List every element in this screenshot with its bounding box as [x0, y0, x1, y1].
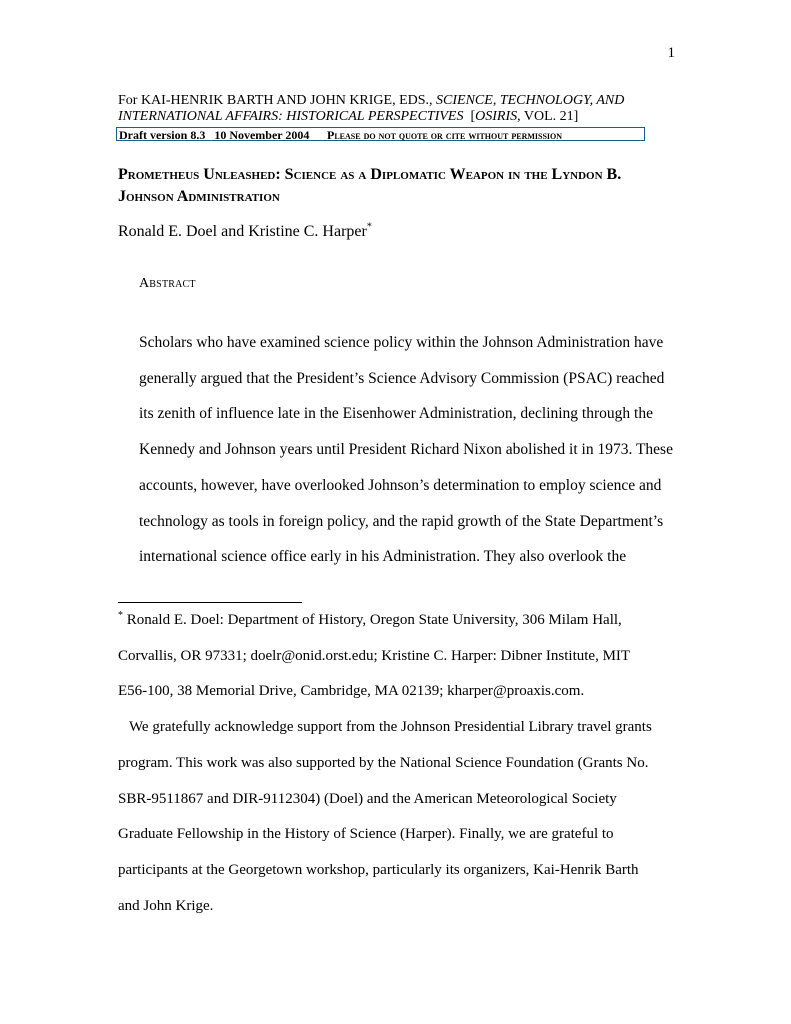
footnote-line: [118, 603, 688, 639]
journal-name: OSIRIS: [475, 109, 518, 124]
footnote-text: Ronald E. Doel: Department of History, Oregon State University, 306 Milam Hall,: [123, 612, 622, 628]
draft-version: Draft version 8.3 10 November 2004: [119, 128, 310, 142]
footnote-line: SBR-9511867 and DIR-9112304) (Doel) and the American Meteorological Society: [118, 790, 617, 807]
volume-header-line-2: [118, 109, 578, 125]
footnote-line: Corvallis, OR 97331; doelr@onid.orst.edu; Kristine C. Harper: Dibner Institute, MIT: [118, 647, 631, 664]
abstract-line: Scholars who have examined science policy within the Johnson Administration have: [139, 334, 664, 351]
volume-header-line-1: [118, 93, 624, 109]
abstract-body: [139, 325, 684, 575]
footnote-line: We gratefully acknowledge support from the Johnson Presidential Library travel grants: [118, 719, 652, 736]
draft-notice: Please do not quote or cite without permission: [327, 128, 563, 142]
article-title: Prometheus Unleashed: Science as a Diplomatic Weapon in the Lyndon B. Johnson Administration: [118, 166, 622, 205]
abstract-line: generally argued that the President’s Science Advisory Commission (PSAC) reached: [139, 369, 665, 387]
abstract-line: its zenith of influence late in the Eisenhower Administration, declining through the: [139, 405, 653, 423]
footnote-block: [118, 603, 688, 924]
footnote-line: Graduate Fellowship in the History of Science (Harper). Finally, we are grateful to: [118, 826, 614, 843]
abstract-line: technology as tools in foreign policy, and the rapid growth of the State Department’s: [139, 512, 664, 530]
footnote-line: participants at the Georgetown workshop, particularly its organizers, Kai-Henrik Barth: [118, 861, 639, 878]
footnote-line: and John Krige.: [118, 897, 214, 914]
volume-title-part-2: INTERNATIONAL AFFAIRS: HISTORICAL PERSPECTIVES: [118, 109, 464, 124]
article-authors: [118, 222, 372, 242]
author-names: Ronald E. Doel and Kristine C. Harper: [118, 223, 367, 240]
volume-title-part-1: SCIENCE, TECHNOLOGY, AND: [436, 93, 625, 108]
journal-volume: , VOL. 21]: [517, 109, 579, 124]
footnote-line: E56-100, 38 Memorial Drive, Cambridge, MA 02139; kharper@proaxis.com.: [118, 683, 585, 700]
abstract-line: Kennedy and Johnson years until President Richard Nixon abolished it in 1973. These: [139, 441, 673, 459]
author-footnote-mark: *: [366, 221, 372, 233]
volume-editors: For KAI-HENRIK BARTH AND JOHN KRIGE, EDS.,: [118, 93, 437, 108]
abstract-heading: Abstract: [139, 276, 196, 291]
abstract-line: international science office early in his Administration. They also overlook the: [139, 548, 627, 566]
draft-notice-box: [116, 127, 645, 141]
footnote-mark: *: [118, 610, 123, 621]
page-number: 1: [667, 45, 675, 61]
footnote-line: program. This work was also supported by the National Science Foundation (Grants No.: [118, 754, 649, 771]
bracket-open: [: [463, 109, 476, 124]
abstract-line: accounts, however, have overlooked Johnson’s determination to employ science and: [139, 476, 662, 494]
